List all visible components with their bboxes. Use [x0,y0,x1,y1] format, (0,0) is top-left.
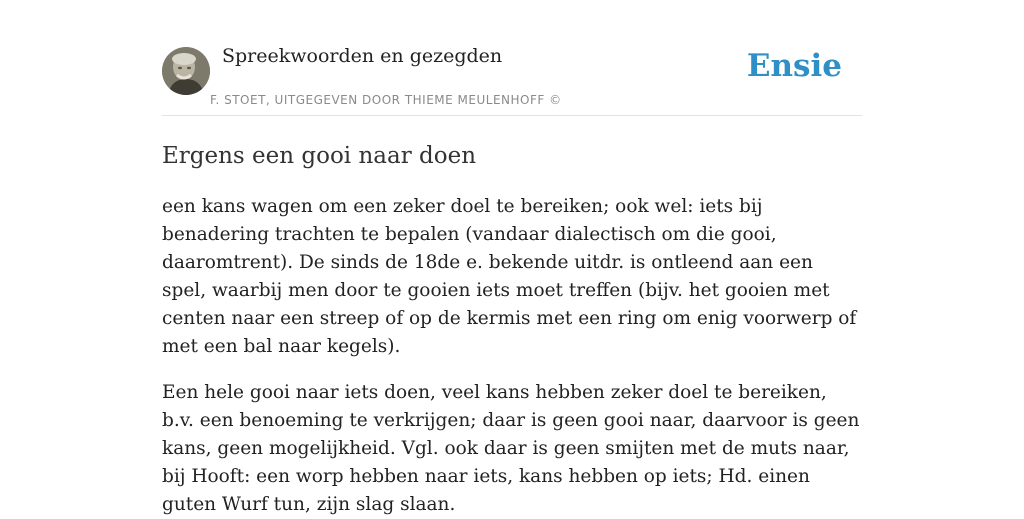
entry-paragraph: een kans wagen om een zeker doel te bereiken; ook wel: iets bij benadering trachten te bepalen (vandaar dialectisch om die gooi, daaromtrent). De sinds de 18de e. bekende uitdr. is ontleend aan een spel, waarbij men door te gooien iets moet treffen (bijv. het gooien met centen naar een streep of op de kermis met een ring om enig voorwerp of met een bal naar kegels). [162,196,857,357]
entry-title: Ergens een gooi naar doen [162,143,477,169]
source-title[interactable]: Spreekwoorden en gezegden [222,45,503,67]
source-credit: F. STOET, UITGEGEVEN DOOR THIEME MEULENHOFF © [210,93,562,107]
entry-paragraph: Een hele gooi naar iets doen, veel kans hebben zeker doel te bereiken, b.v. een benoeming te verkrijgen; daar is geen gooi naar, daarvoor is geen kans, geen mogelijkheid. Vgl. ook daar is geen smijten met de muts naar, bij Hooft: een worp hebben naar iets, kans hebben op iets; Hd. einen guten Wurf tun, zijn slag slaan. [162,382,860,515]
ensie-logo-link[interactable]: Ensie [746,48,842,84]
entry-card [162,40,862,519]
author-avatar [162,47,210,95]
portrait-icon [162,47,210,95]
source-header [162,40,862,116]
entry-body [162,193,862,519]
